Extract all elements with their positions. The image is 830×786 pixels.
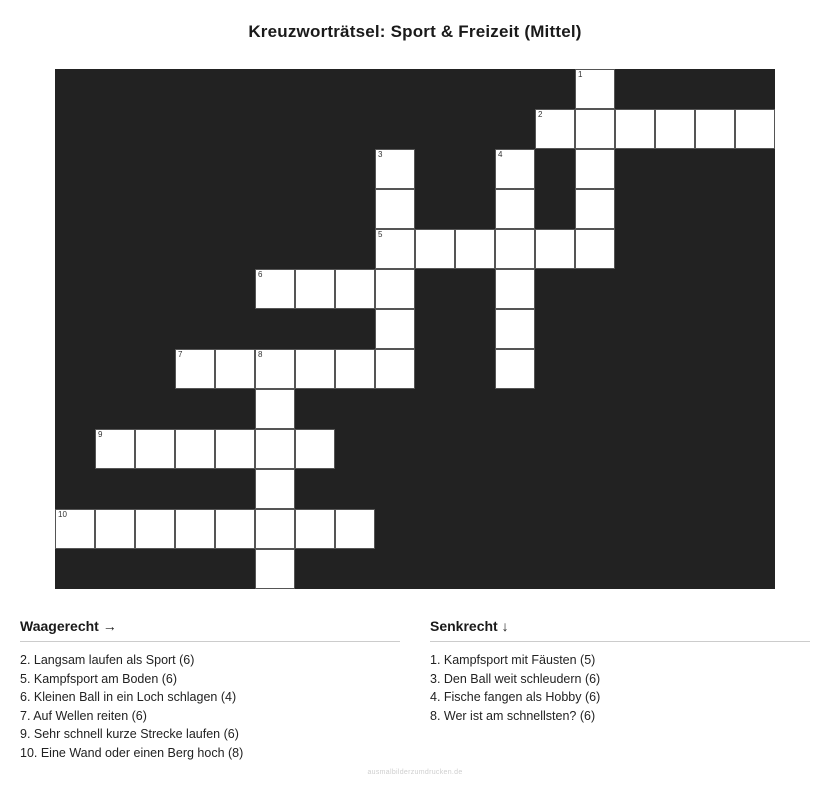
crossword-cell[interactable]: [215, 429, 255, 469]
crossword-cell[interactable]: [135, 429, 175, 469]
crossword-cell[interactable]: [615, 109, 655, 149]
crossword-cell[interactable]: [255, 349, 295, 389]
crossword-cell[interactable]: [575, 149, 615, 189]
across-clue-list: [20, 651, 400, 762]
clue-item: 8. Wer ist am schnellsten? (6): [430, 708, 596, 723]
across-heading: Waagerecht →: [20, 618, 400, 642]
cell-number: 1: [578, 70, 583, 79]
crossword-cell[interactable]: [295, 269, 335, 309]
watermark: ausmalbilderzumdrucken.de: [367, 769, 463, 776]
cell-number: 3: [378, 150, 383, 159]
down-clue-list: [430, 651, 810, 725]
crossword-cell[interactable]: [495, 269, 535, 309]
crossword-cell[interactable]: [575, 229, 615, 269]
cell-number: 7: [178, 350, 183, 359]
crossword-cell[interactable]: [255, 469, 295, 509]
clue-item: 9. Sehr schnell kurze Strecke laufen (6): [20, 727, 239, 741]
crossword-cell[interactable]: [295, 429, 335, 469]
crossword-cell[interactable]: [135, 509, 175, 549]
clue-item: 6. Kleinen Ball in ein Loch schlagen (4): [20, 690, 237, 704]
down-heading: Senkrecht ↓: [430, 618, 810, 642]
crossword-cell[interactable]: [255, 429, 295, 469]
crossword-cell[interactable]: [375, 269, 415, 309]
cell-number: 10: [58, 510, 67, 519]
crossword-cell[interactable]: [655, 109, 695, 149]
crossword-cell[interactable]: [735, 109, 775, 149]
cell-number: 5: [378, 230, 383, 239]
clue-item: 7. Auf Wellen reiten (6): [20, 708, 147, 723]
crossword-cell[interactable]: [455, 229, 495, 269]
crossword-cell[interactable]: [175, 429, 215, 469]
across-clues: [20, 618, 400, 762]
crossword-cell[interactable]: [575, 189, 615, 229]
crossword-cell[interactable]: [255, 389, 295, 429]
crossword-grid: [55, 69, 775, 589]
cell-number: 6: [258, 270, 263, 279]
crossword-cell[interactable]: [535, 229, 575, 269]
clue-item: 2. Langsam laufen als Sport (6): [20, 653, 195, 667]
crossword-cell[interactable]: [175, 349, 215, 389]
crossword-cell[interactable]: [295, 509, 335, 549]
crossword-cell[interactable]: [495, 309, 535, 349]
clue-item: 10. Eine Wand oder einen Berg hoch (8): [20, 745, 244, 760]
crossword-cell[interactable]: [375, 309, 415, 349]
crossword-cell[interactable]: [255, 269, 295, 309]
cell-number: 4: [498, 150, 503, 159]
crossword-cell[interactable]: [535, 109, 575, 149]
crossword-cell[interactable]: [335, 349, 375, 389]
clues-section: [20, 618, 810, 762]
crossword-cell[interactable]: [295, 349, 335, 389]
crossword-cell[interactable]: [375, 229, 415, 269]
cell-number: 2: [538, 110, 543, 119]
crossword-cell[interactable]: [495, 349, 535, 389]
crossword-cell[interactable]: [375, 349, 415, 389]
page-title: Kreuzworträtsel: Sport & Freizeit (Mittel): [248, 22, 582, 41]
down-clues: [430, 618, 810, 762]
crossword-cell[interactable]: [95, 429, 135, 469]
crossword-cell[interactable]: [495, 229, 535, 269]
clue-item: 1. Kampfsport mit Fäusten (5): [430, 653, 596, 667]
clue-item: 4. Fische fangen als Hobby (6): [430, 690, 601, 704]
crossword-cell[interactable]: [175, 509, 215, 549]
cell-number: 8: [258, 350, 263, 359]
crossword-cell[interactable]: [375, 189, 415, 229]
crossword-cell[interactable]: [95, 509, 135, 549]
crossword-cell[interactable]: [575, 109, 615, 149]
crossword-cell[interactable]: [495, 189, 535, 229]
crossword-cell[interactable]: [335, 269, 375, 309]
crossword-cell[interactable]: [255, 549, 295, 589]
crossword-cell[interactable]: [495, 149, 535, 189]
crossword-cell[interactable]: [575, 69, 615, 109]
crossword-cell[interactable]: [375, 149, 415, 189]
crossword-cell[interactable]: [335, 509, 375, 549]
cell-number: 9: [98, 430, 103, 439]
crossword-cell[interactable]: [55, 509, 95, 549]
crossword-cell[interactable]: [215, 509, 255, 549]
crossword-cell[interactable]: [215, 349, 255, 389]
clue-item: 3. Den Ball weit schleudern (6): [430, 671, 601, 686]
crossword-cell[interactable]: [255, 509, 295, 549]
crossword-cell[interactable]: [415, 229, 455, 269]
clue-item: 5. Kampfsport am Boden (6): [20, 671, 178, 686]
crossword-cell[interactable]: [695, 109, 735, 149]
